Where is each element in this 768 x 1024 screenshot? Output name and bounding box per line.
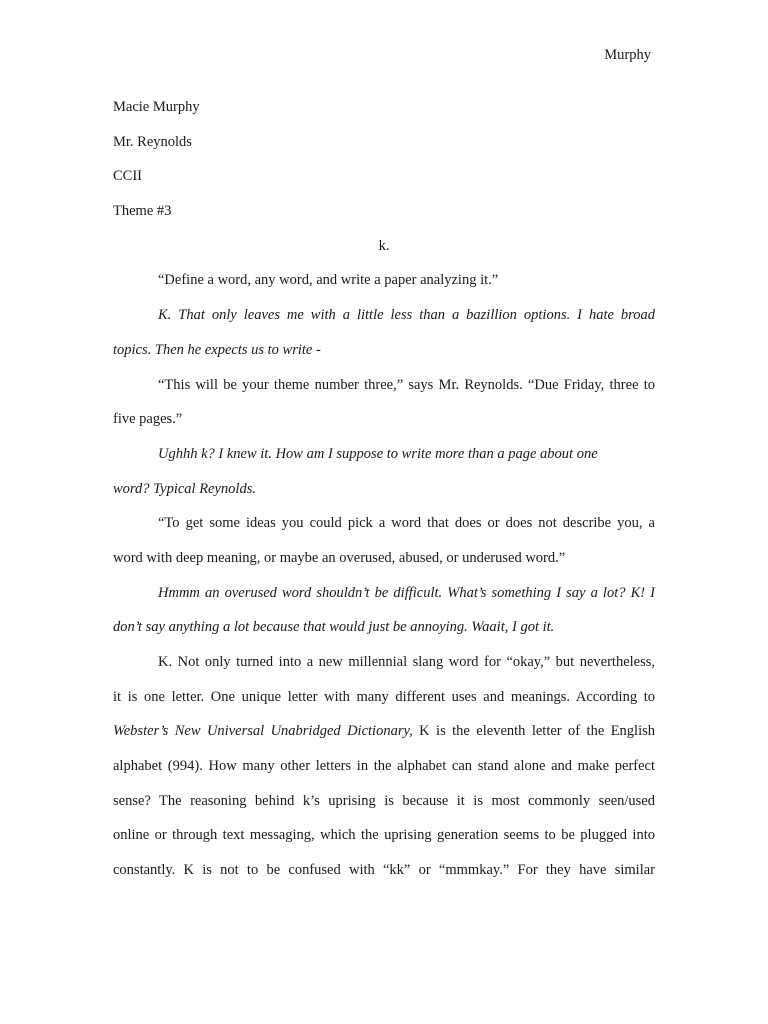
text-line: Hmmm an overused word shouldn’t be difficult. What’s something I say a lot? K! I [158, 584, 655, 601]
text-line: five pages.” [113, 411, 183, 428]
text-line: topics. Then he expects us to write - [113, 341, 321, 358]
text-line: sense? The reasoning behind k’s uprising is because it is most commonly seen/used [113, 792, 655, 809]
text-line: “This will be your theme number three,” says Mr. Reynolds. “Due Friday, three to [158, 376, 655, 393]
text-line: K. Not only turned into a new millennial slang word for “okay,” but nevertheless, [158, 654, 655, 670]
running-head: Murphy [604, 47, 651, 63]
text-line: constantly. K is not to be confused with “kk” or “mmmkay.” For they have similar [113, 862, 655, 879]
text-line: alphabet (994). How many other letters in the alphabet can stand alone and make perfect [113, 758, 655, 775]
text-line: “Define a word, any word, and write a paper analyzing it.” [158, 272, 499, 289]
document-title: k. [378, 237, 390, 254]
text-line: online or through text messaging, which the uprising generation seems to be plugged into [113, 827, 655, 844]
text-line: don’t say anything a lot because that would just be annoying. Waait, I got it. [113, 619, 555, 636]
text-line-mixed [113, 714, 655, 749]
assignment-name: Theme #3 [113, 203, 172, 220]
dictionary-title: Webster’s New Universal Unabridged Dictionary, [113, 723, 413, 740]
course-name: CCII [113, 168, 142, 185]
text-fragment: K is the eleventh letter of the English [412, 723, 656, 740]
text-line: Ughhh k? I knew it. How am I suppose to write more than a page about one [158, 445, 598, 462]
instructor-name: Mr. Reynolds [113, 133, 192, 150]
author-name: Macie Murphy [113, 99, 200, 115]
text-line: word with deep meaning, or maybe an overused, abused, or underused word.” [113, 549, 566, 566]
document-body [113, 90, 655, 888]
text-line: word? Typical Reynolds. [113, 480, 256, 497]
text-line: it is one letter. One unique letter with many different uses and meanings. According to [113, 688, 655, 705]
text-line: “To get some ideas you could pick a word that does or does not describe you, a [158, 515, 655, 532]
text-line: K. That only leaves me with a little less than a bazillion options. I hate broad [158, 307, 655, 324]
